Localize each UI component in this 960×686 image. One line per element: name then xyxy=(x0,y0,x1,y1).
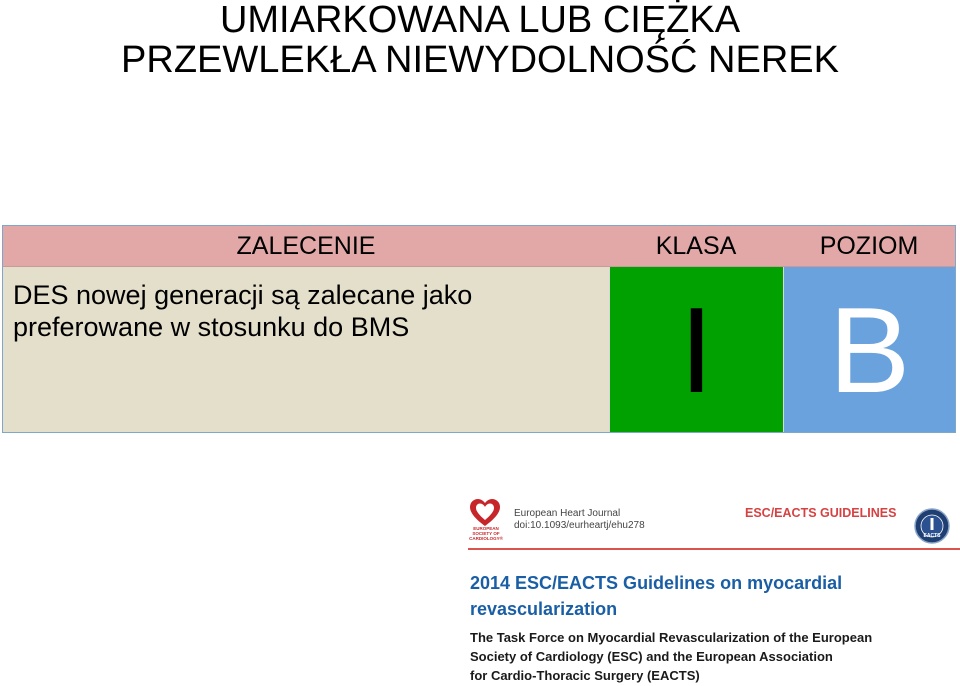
esc-logo-caption: EUROPEAN SOCIETY OF CARDIOLOGY® xyxy=(469,526,503,541)
guideline-subtitle-line3: for Cardio-Thoracic Surgery (EACTS) xyxy=(470,668,700,683)
recommendation-text-line1: DES nowej generacji są zalecane jako xyxy=(13,280,473,310)
guideline-subtitle-line2: Society of Cardiology (ESC) and the European Association xyxy=(470,649,833,664)
journal-name: European Heart Journal xyxy=(514,508,621,519)
recommendation-table xyxy=(2,225,956,433)
slide-title-line2: PRZEWLEKŁA NIEWYDOLNOŚĆ NEREK xyxy=(121,39,839,81)
guideline-title-line1: 2014 ESC/EACTS Guidelines on myocardial xyxy=(470,573,843,593)
eacts-seal-text: EACTS xyxy=(923,533,941,539)
eacts-seal-icon xyxy=(914,508,950,544)
class-cell: I xyxy=(609,267,783,432)
slide-title xyxy=(0,0,960,80)
guideline-citation xyxy=(462,488,960,686)
guideline-subtitle xyxy=(470,628,958,685)
esc-heart-logo-icon xyxy=(468,498,502,542)
header-level: POZIOM xyxy=(783,226,955,267)
guideline-header xyxy=(462,488,960,546)
guideline-subtitle-line1: The Task Force on Myocardial Revascularization of the European xyxy=(470,630,873,645)
recommendation-text xyxy=(3,267,609,432)
journal-info xyxy=(514,508,645,532)
guideline-title-line2: revascularization xyxy=(470,599,618,619)
header-recommendation: ZALECENIE xyxy=(3,226,609,267)
guideline-title xyxy=(470,570,958,622)
slide-title-line1: UMIARKOWANA LUB CIĘŻKA xyxy=(219,0,741,41)
guidelines-series-label: ESC/EACTS GUIDELINES xyxy=(745,506,897,520)
journal-doi: doi:10.1093/eurheartj/ehu278 xyxy=(514,520,645,531)
header-rule xyxy=(468,548,960,550)
recommendation-text-line2: preferowane w stosunku do BMS xyxy=(13,312,410,342)
header-class: KLASA xyxy=(609,226,783,267)
level-cell: B xyxy=(783,267,955,432)
